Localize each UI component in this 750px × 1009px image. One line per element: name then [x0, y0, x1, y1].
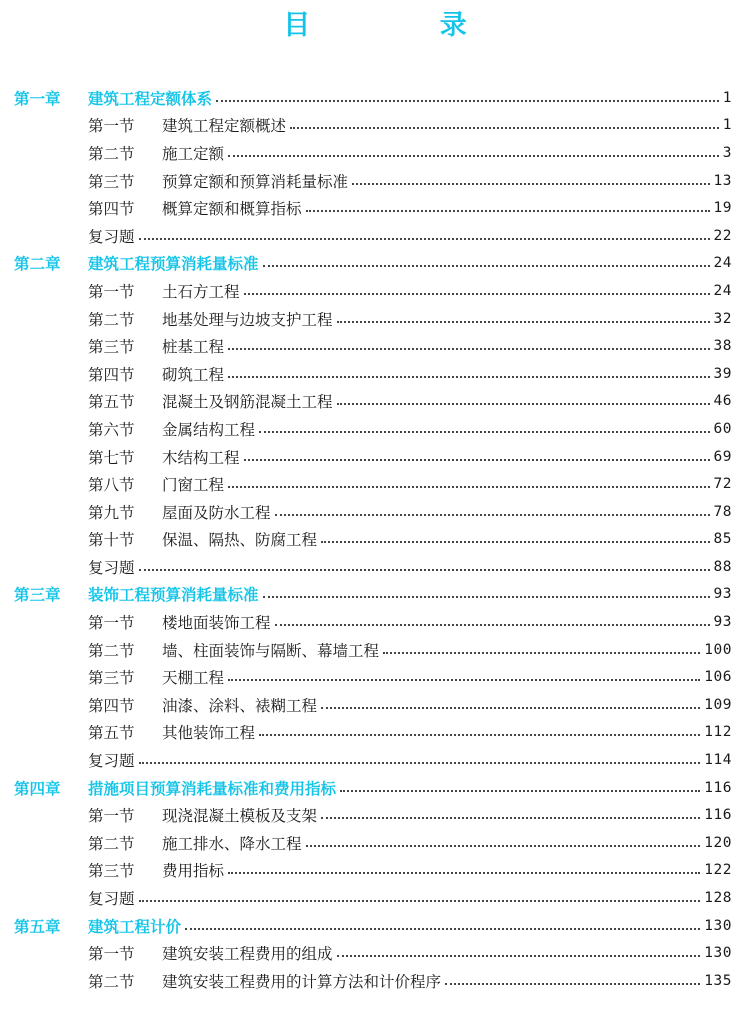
toc-section-row[interactable]: [0, 443, 750, 471]
toc-section-row[interactable]: [0, 526, 750, 554]
toc-section-row[interactable]: [0, 663, 750, 691]
toc-entry-line: [162, 970, 732, 992]
toc-section-row[interactable]: [0, 498, 750, 526]
toc-entry-title: 措施项目预算消耗量标准和费用指标: [88, 779, 337, 798]
toc-entry-line: [162, 114, 732, 136]
toc-entry-title: 砌筑工程: [162, 365, 225, 384]
toc-section-row[interactable]: [0, 829, 750, 857]
toc-page-number: 116: [704, 779, 732, 796]
toc-chapter-row[interactable]: [0, 84, 750, 112]
toc-page-number: 78: [713, 503, 732, 520]
toc-page-number: 69: [713, 448, 732, 465]
toc-page-number: 32: [713, 310, 732, 327]
dot-leader: [259, 732, 700, 736]
toc-entry-title: 混凝土及钢筋混凝土工程: [162, 393, 333, 412]
toc-entry-title: 建筑工程预算消耗量标准: [88, 255, 259, 274]
toc-entry-label: 第三节: [88, 862, 135, 881]
dot-leader: [321, 815, 700, 819]
toc-section-row[interactable]: [0, 691, 750, 719]
toc-section-row[interactable]: [0, 194, 750, 222]
dot-leader: [244, 457, 710, 461]
toc-entry-title: 费用指标: [162, 862, 225, 881]
toc-section-row[interactable]: [0, 167, 750, 195]
toc-entry-label: 第五节: [88, 393, 135, 412]
toc-entry-line: [162, 859, 732, 881]
toc-page-number: 100: [704, 641, 732, 658]
toc-entry-label: 第一节: [88, 282, 135, 301]
dot-leader: [340, 788, 700, 792]
toc-entry-label: 第一节: [88, 945, 135, 964]
toc-page-number: 120: [704, 834, 732, 851]
dot-leader: [383, 650, 700, 654]
toc-review-row[interactable]: [0, 746, 750, 774]
dot-leader: [139, 236, 710, 240]
toc-entry-title: 现浇混凝土模板及支架: [162, 807, 318, 826]
toc-entry-line: [162, 501, 732, 523]
toc-page-number: 88: [713, 558, 732, 575]
toc-entry-title: 门窗工程: [162, 476, 225, 495]
dot-leader: [337, 401, 710, 405]
toc-page-number: 130: [704, 945, 732, 962]
toc-entry-title: 建筑工程定额体系: [88, 89, 213, 108]
toc-entry-title: 土石方工程: [162, 282, 240, 301]
dot-leader: [275, 512, 710, 516]
toc-entry-line: [88, 749, 732, 771]
toc-section-row[interactable]: [0, 636, 750, 664]
toc-entry-title: 复习题: [88, 752, 135, 771]
toc-page-number: 109: [704, 696, 732, 713]
toc-entry-line: [162, 308, 732, 330]
toc-entry-line: [162, 721, 732, 743]
toc-entry-title: 概算定额和概算指标: [162, 200, 302, 219]
toc-entry-label: 第八节: [88, 476, 135, 495]
toc-entry-label: 第四节: [88, 200, 135, 219]
toc-entry-line: [162, 694, 732, 716]
dot-leader: [228, 374, 710, 378]
toc-page-number: 46: [713, 393, 732, 410]
toc-entry-label: 第三节: [88, 338, 135, 357]
toc-section-row[interactable]: [0, 332, 750, 360]
toc-entry-label: 第九节: [88, 503, 135, 522]
toc-page-number: 114: [704, 752, 732, 769]
toc-review-row[interactable]: [0, 884, 750, 912]
toc-entry-label: 第一节: [88, 807, 135, 826]
toc-entry-label: 第十节: [88, 531, 135, 550]
toc-section-row[interactable]: [0, 857, 750, 885]
toc-section-row[interactable]: [0, 139, 750, 167]
table-of-contents: [0, 84, 750, 995]
toc-entry-line: [162, 142, 732, 164]
toc-entry-line: [162, 942, 732, 964]
dot-leader: [228, 346, 710, 350]
toc-entry-line: [88, 583, 732, 605]
toc-page-number: 112: [704, 724, 732, 741]
toc-entry-line: [162, 611, 732, 633]
toc-review-row[interactable]: [0, 553, 750, 581]
toc-entry-title: 金属结构工程: [162, 420, 256, 439]
toc-entry-line: [162, 335, 732, 357]
toc-entry-label: 第二节: [88, 834, 135, 853]
toc-entry-label: 第四章: [14, 779, 61, 798]
toc-page-number: 130: [704, 917, 732, 934]
toc-chapter-row[interactable]: [0, 774, 750, 802]
toc-entry-line: [88, 915, 732, 937]
toc-entry-line: [162, 666, 732, 688]
toc-entry-title: 油漆、涂料、裱糊工程: [162, 696, 318, 715]
toc-page-number: 1: [722, 89, 732, 106]
toc-entry-label: 第二节: [88, 310, 135, 329]
toc-entry-title: 施工排水、降水工程: [162, 834, 302, 853]
toc-entry-label: 第二节: [88, 641, 135, 660]
toc-section-row[interactable]: [0, 277, 750, 305]
toc-page-number: 39: [713, 365, 732, 382]
dot-leader: [321, 705, 700, 709]
toc-entry-label: 第五章: [14, 917, 61, 936]
toc-entry-line: [162, 170, 732, 192]
toc-chapter-row[interactable]: [0, 912, 750, 940]
toc-entry-title: 施工定额: [162, 144, 225, 163]
toc-entry-label: 第二节: [88, 972, 135, 991]
toc-entry-label: 第三节: [88, 669, 135, 688]
toc-entry-title: 建筑安装工程费用的组成: [162, 945, 333, 964]
page-title: 目 录: [283, 10, 527, 41]
toc-entry-label: 第一章: [14, 89, 61, 108]
dot-leader: [139, 760, 701, 764]
toc-page-number: 122: [704, 862, 732, 879]
toc-review-row[interactable]: [0, 222, 750, 250]
dot-leader: [275, 622, 710, 626]
toc-entry-title: 楼地面装饰工程: [162, 614, 271, 633]
dot-leader: [228, 484, 710, 488]
dot-leader: [139, 567, 710, 571]
toc-page-number: 1: [722, 117, 732, 134]
dot-leader: [228, 153, 719, 157]
toc-entry-title: 屋面及防水工程: [162, 503, 271, 522]
toc-entry-title: 预算定额和预算消耗量标准: [162, 172, 349, 191]
toc-page-number: 135: [704, 972, 732, 989]
dot-leader: [337, 319, 710, 323]
toc-page-number: 116: [704, 807, 732, 824]
toc-entry-line: [162, 832, 732, 854]
toc-entry-title: 桩基工程: [162, 338, 225, 357]
toc-section-row[interactable]: [0, 470, 750, 498]
dot-leader: [185, 926, 700, 930]
toc-entry-title: 建筑工程定额概述: [162, 117, 287, 136]
toc-entry-label: 第三节: [88, 172, 135, 191]
toc-entry-line: [162, 473, 732, 495]
toc-entry-line: [162, 390, 732, 412]
toc-entry-line: [162, 446, 732, 468]
toc-entry-line: [162, 639, 732, 661]
toc-entry-title: 复习题: [88, 890, 135, 909]
toc-page-number: 3: [722, 144, 732, 161]
dot-leader: [216, 98, 719, 102]
toc-entry-label: 第四节: [88, 365, 135, 384]
toc-entry-title: 建筑安装工程费用的计算方法和计价程序: [162, 972, 442, 991]
toc-section-row[interactable]: [0, 967, 750, 995]
toc-section-row[interactable]: [0, 939, 750, 967]
toc-section-row[interactable]: [0, 360, 750, 388]
toc-entry-line: [162, 363, 732, 385]
dot-leader: [321, 539, 710, 543]
toc-entry-line: [162, 804, 732, 826]
toc-page-number: 22: [713, 227, 732, 244]
dot-leader: [259, 429, 710, 433]
toc-entry-line: [88, 225, 732, 247]
dot-leader: [306, 208, 710, 212]
toc-entry-label: 第三章: [14, 586, 61, 605]
toc-page-number: 24: [713, 282, 732, 299]
toc-section-row[interactable]: [0, 305, 750, 333]
dot-leader: [290, 125, 719, 129]
toc-section-row[interactable]: [0, 608, 750, 636]
toc-entry-label: 第一节: [88, 614, 135, 633]
toc-entry-label: 第五节: [88, 724, 135, 743]
toc-chapter-row[interactable]: [0, 581, 750, 609]
toc-entry-title: 墙、柱面装饰与隔断、幕墙工程: [162, 641, 380, 660]
dot-leader: [263, 263, 710, 267]
dot-leader: [337, 953, 701, 957]
toc-entry-line: [162, 418, 732, 440]
toc-entry-line: [88, 777, 732, 799]
dot-leader: [139, 898, 701, 902]
toc-entry-title: 复习题: [88, 227, 135, 246]
toc-section-row[interactable]: [0, 719, 750, 747]
dot-leader: [263, 594, 710, 598]
dot-leader: [244, 291, 710, 295]
toc-section-row[interactable]: [0, 415, 750, 443]
toc-page-number: 38: [713, 338, 732, 355]
toc-page-number: 128: [704, 890, 732, 907]
toc-entry-label: 第四节: [88, 696, 135, 715]
toc-section-row[interactable]: [0, 388, 750, 416]
toc-page-number: 13: [713, 172, 732, 189]
dot-leader: [306, 843, 701, 847]
toc-page-number: 106: [704, 669, 732, 686]
toc-entry-title: 其他装饰工程: [162, 724, 256, 743]
toc-entry-title: 建筑工程计价: [88, 917, 182, 936]
toc-page-number: 93: [713, 614, 732, 631]
toc-entry-title: 装饰工程预算消耗量标准: [88, 586, 259, 605]
toc-entry-label: 第二章: [14, 255, 61, 274]
toc-entry-line: [88, 252, 732, 274]
toc-section-row[interactable]: [0, 112, 750, 140]
toc-entry-title: 保温、隔热、防腐工程: [162, 531, 318, 550]
dot-leader: [445, 981, 700, 985]
toc-entry-title: 地基处理与边坡支护工程: [162, 310, 333, 329]
toc-page-number: 24: [713, 255, 732, 272]
toc-page-number: 85: [713, 531, 732, 548]
toc-entry-title: 天棚工程: [162, 669, 225, 688]
toc-entry-line: [162, 528, 732, 550]
toc-entry-line: [88, 887, 732, 909]
dot-leader: [228, 870, 700, 874]
toc-page-number: 60: [713, 420, 732, 437]
toc-entry-label: 第一节: [88, 117, 135, 136]
toc-page-number: 93: [713, 586, 732, 603]
toc-page-number: 19: [713, 200, 732, 217]
toc-entry-line: [162, 280, 732, 302]
toc-entry-label: 第二节: [88, 144, 135, 163]
dot-leader: [352, 181, 710, 185]
dot-leader: [228, 677, 700, 681]
toc-entry-title: 木结构工程: [162, 448, 240, 467]
toc-page-number: 72: [713, 476, 732, 493]
toc-chapter-row[interactable]: [0, 250, 750, 278]
toc-entry-title: 复习题: [88, 558, 135, 577]
toc-entry-line: [88, 556, 732, 578]
toc-entry-label: 第七节: [88, 448, 135, 467]
toc-entry-line: [162, 197, 732, 219]
toc-entry-label: 第六节: [88, 420, 135, 439]
toc-entry-line: [88, 87, 732, 109]
toc-section-row[interactable]: [0, 801, 750, 829]
